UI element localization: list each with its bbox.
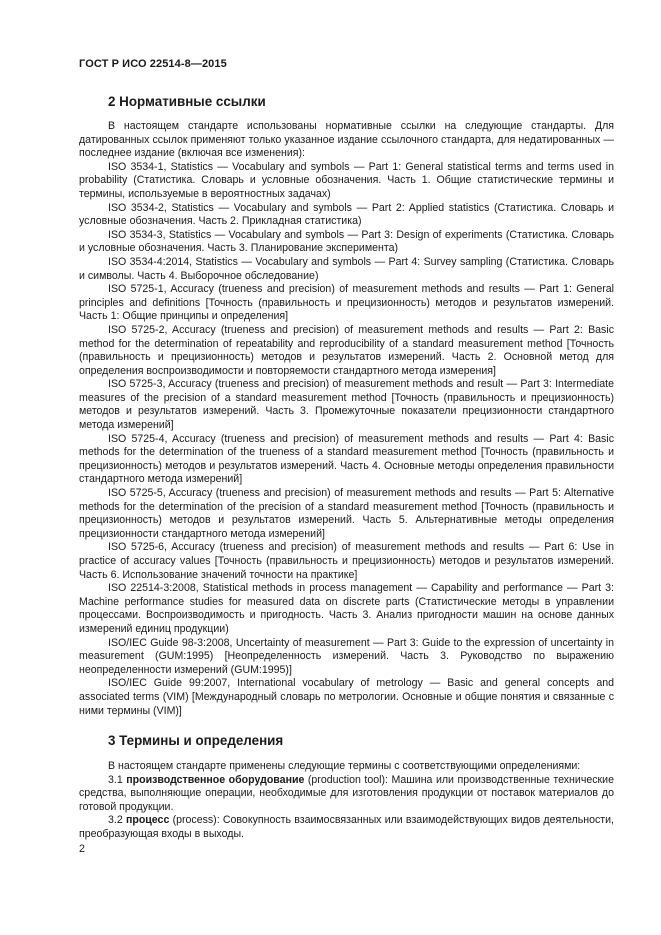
reference-item: ISO 5725-5, Accuracy (trueness and precision) of measurement methods and results — Part 5: Alternative methods for the determination of the precision of a standard measurement method [Точность (правильность и прецизионность) методов и результатов измерений. Часть 5. Альтернативные методы определения прецизионности стандартного метода измерений]	[79, 487, 614, 540]
reference-item: ISO 5725-1, Accuracy (trueness and precision) of measurement methods and results — Part 1: General principles and definitions [Точность (правильность и прецизионность) методов и результатов измерений. Часть 1: Общие принципы и определения]	[79, 283, 614, 323]
term-definition: (process): Совокупность взаимосвязанных или взаимодействующих видов деятельности, преобразующая входы в выходы.	[79, 814, 614, 840]
document-header: ГОСТ Р ИСО 22514-8—2015	[79, 58, 227, 70]
term-number: 3.2	[108, 814, 123, 827]
page-number: 2	[79, 843, 85, 855]
reference-item: ISO 3534-2, Statistics — Vocabulary and symbols — Part 2: Applied statistics (Статистика. Словарь и условные обозначения. Часть 2. Прикладная статистика)	[79, 201, 614, 228]
reference-item: ISO 3534-1, Statistics — Vocabulary and symbols — Part 1: General statistical terms and terms used in probability (Статистика. Словарь и условные обозначения. Часть 1. Общие статистические термины и термины, используемые в вероятностных задачах)	[79, 160, 614, 200]
section-2-intro: В настоящем стандарте использованы нормативные ссылки на следующие стандарты. Для датированных ссылок применяют только указанное издание ссылочного стандарта, для недатированных — последнее издание (включая все изменения):	[79, 120, 614, 160]
section-3-intro: В настоящем стандарте применены следующие термины с соответствующими определениями:	[108, 760, 581, 772]
term-name: процесс	[125, 814, 170, 827]
reference-item: ISO 22514-3:2008, Statistical methods in process management — Capability and performance — Part 3: Machine performance studies for measured data on discrete parts (Статистические методы в управлении процессами. Воспроизводимость и пригодность. Часть 3. Анализ пригодности машин на основе данных измерений единиц продукции)	[79, 582, 614, 635]
section-3-title: 3 Термины и определения	[108, 733, 284, 748]
reference-item: ISO/IEC Guide 98-3:2008, Uncertainty of measurement — Part 3: Guide to the expression of uncertainty in measurement (GUM:1995) [Неопределенность измерений. Часть 3. Руководство по выражению неопределенности измерений (GUM:1995)]	[79, 636, 614, 676]
term-entry	[79, 814, 614, 841]
term-number: 3.1	[108, 773, 123, 786]
reference-item: ISO 5725-3, Accuracy (trueness and precision) of measurement methods and result — Part 3: Intermediate measures of the precision of a standard measurement method [Точность (правильность и прецизионность) методов и результатов измерений. Часть 3. Промежуточные показатели прецизионности стандартного метода измерений]	[79, 378, 614, 432]
reference-item: ISO 5725-4, Accuracy (trueness and precision) of measurement methods and results — Part 4: Basic methods for the determination of the trueness of a standard measurement method [Точность (правильность и прецизионность) методов и результатов измерений. Часть 4. Основные методы определения правильности стандартного метода измерений]	[79, 432, 614, 486]
term-name: производственное оборудование	[126, 773, 305, 786]
term-entry	[79, 774, 614, 815]
reference-item: ISO/IEC Guide 99:2007, International vocabulary of metrology — Basic and general concepts and associated terms (VIM) [Международный словарь по метрологии. Основные и общие понятия и связанные с ними термины (VIM)]	[79, 677, 614, 717]
reference-item: ISO 3534-3, Statistics — Vocabulary and symbols — Part 3: Design of experiments (Статистика. Словарь и условные обозначения. Часть 3. Планирование эксперимента)	[79, 228, 614, 255]
reference-item: ISO 5725-2, Accuracy (trueness and precision) of measurement methods and results — Part 2: Basic method for the determination of repeatability and reproducibility of a standard measurement method [Точность (правильность и прецизионность) методов и результатов измерений. Часть 2. Основной метод для определения воспроизводимости и повторяемости стандартного метода измерения]	[79, 323, 614, 377]
term-definition: (production tool): Машина или производственные технические средства, выполняющие операции, необходимые для изготовления продукции от поставок материалов до готовой продукции.	[79, 773, 614, 813]
reference-item: ISO 5725-6, Accuracy (trueness and precision) of measurement methods and results — Part 6: Use in practice of accuracy values [Точность (правильность и прецизионность) методов и результатов измерений. Часть 6. Использование значений точности на практике]	[79, 541, 614, 581]
section-3-body	[79, 760, 614, 842]
section-2-title: 2 Нормативные ссылки	[108, 94, 266, 109]
reference-item: ISO 3534-4:2014, Statistics — Vocabulary and symbols — Part 4: Survey sampling (Статистика. Словарь и символы. Часть 4. Выборочное обследование)	[79, 255, 614, 282]
section-2-body	[79, 120, 614, 718]
